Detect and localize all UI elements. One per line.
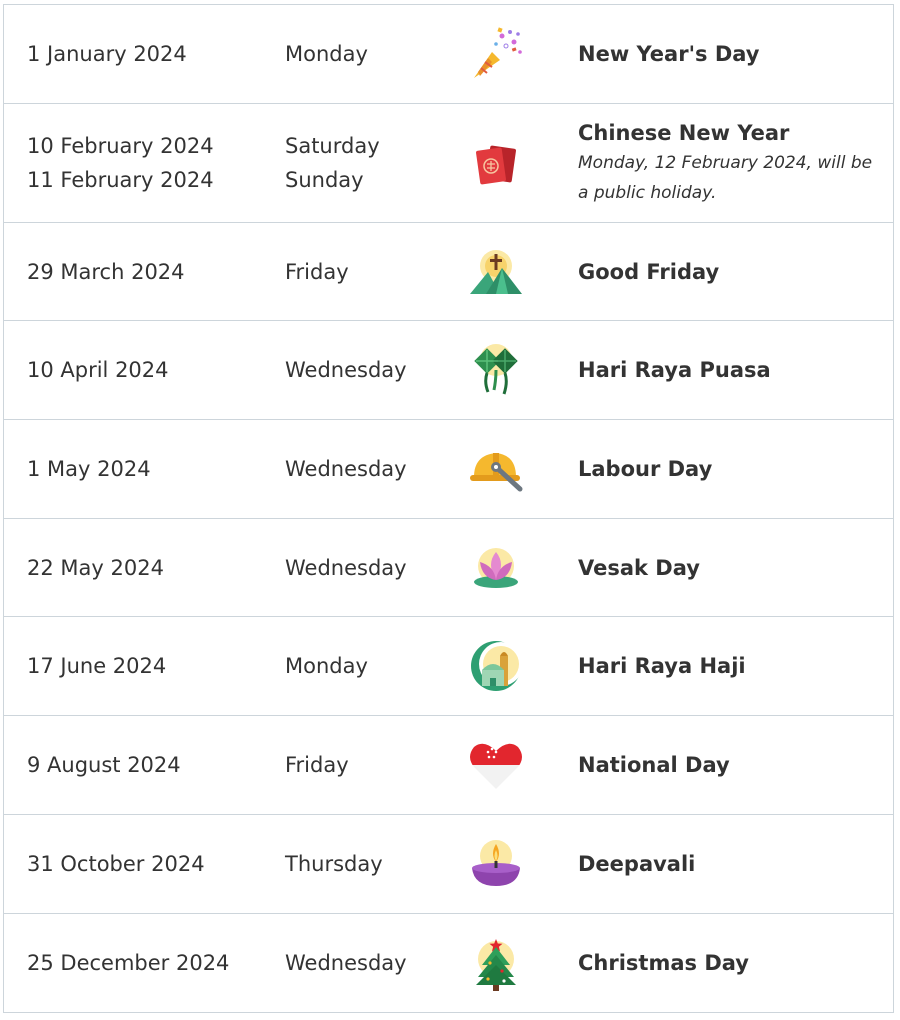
lotus-icon <box>466 538 526 598</box>
holiday-name: New Year's Day <box>578 41 760 66</box>
date-cell <box>27 223 277 321</box>
day-cell <box>285 420 465 518</box>
day-cell <box>285 321 465 419</box>
table-row <box>4 716 893 815</box>
date-text: 1 May 2024 <box>27 456 151 481</box>
party-popper-icon <box>466 24 526 84</box>
date-cell <box>27 420 277 518</box>
date-cell <box>27 617 277 715</box>
date-cell <box>27 104 277 222</box>
holiday-table <box>3 4 894 1013</box>
holiday-name: Hari Raya Haji <box>578 654 746 679</box>
date-text: 10 February 2024 <box>27 133 214 158</box>
day-cell <box>285 815 465 913</box>
table-row <box>4 617 893 716</box>
table-row <box>4 5 893 104</box>
table-row <box>4 223 893 322</box>
day-text: Sunday <box>285 167 364 192</box>
holiday-name: Christmas Day <box>578 950 749 975</box>
singapore-heart-icon <box>466 735 526 795</box>
day-text: Monday <box>285 654 368 679</box>
day-text: Wednesday <box>285 358 407 383</box>
christmas-tree-icon <box>466 933 526 993</box>
day-cell <box>285 104 465 222</box>
date-text: 29 March 2024 <box>27 259 185 284</box>
date-text: 31 October 2024 <box>27 851 205 876</box>
hard-hat-wrench-icon <box>466 439 526 499</box>
table-row <box>4 420 893 519</box>
table-row <box>4 815 893 914</box>
day-cell <box>285 5 465 103</box>
day-cell <box>285 617 465 715</box>
day-cell <box>285 223 465 321</box>
day-text: Wednesday <box>285 555 407 580</box>
ketupat-icon <box>466 340 526 400</box>
holiday-name: Vesak Day <box>578 555 700 580</box>
date-cell <box>27 815 277 913</box>
holiday-name: Chinese New Year <box>578 120 790 145</box>
date-cell <box>27 716 277 814</box>
oil-lamp-icon <box>466 834 526 894</box>
date-cell <box>27 321 277 419</box>
holiday-name: Deepavali <box>578 851 696 876</box>
day-text: Saturday <box>285 133 380 158</box>
holiday-name: Good Friday <box>578 259 720 284</box>
table-row <box>4 519 893 618</box>
date-text: 1 January 2024 <box>27 41 187 66</box>
day-text: Wednesday <box>285 950 407 975</box>
day-text: Friday <box>285 752 349 777</box>
holiday-name: Hari Raya Puasa <box>578 358 771 383</box>
day-text: Monday <box>285 41 368 66</box>
cross-hill-icon <box>466 242 526 302</box>
holiday-name: National Day <box>578 752 730 777</box>
day-cell <box>285 914 465 1013</box>
date-text: 10 April 2024 <box>27 358 169 383</box>
day-cell <box>285 716 465 814</box>
table-row <box>4 321 893 420</box>
table-row <box>4 914 893 1013</box>
date-cell <box>27 5 277 103</box>
day-text: Thursday <box>285 851 383 876</box>
red-packet-icon <box>466 133 526 193</box>
day-cell <box>285 519 465 617</box>
date-cell <box>27 519 277 617</box>
holiday-note: Monday, 12 February 2024, will be a public holiday. <box>578 152 873 203</box>
day-text: Wednesday <box>285 456 407 481</box>
mosque-crescent-icon <box>466 636 526 696</box>
date-text: 22 May 2024 <box>27 555 164 580</box>
holiday-name: Labour Day <box>578 456 713 481</box>
date-text: 17 June 2024 <box>27 654 167 679</box>
date-text: 9 August 2024 <box>27 752 181 777</box>
date-text: 25 December 2024 <box>27 950 230 975</box>
table-row <box>4 104 893 223</box>
date-cell <box>27 914 277 1013</box>
day-text: Friday <box>285 259 349 284</box>
date-text: 11 February 2024 <box>27 167 214 192</box>
